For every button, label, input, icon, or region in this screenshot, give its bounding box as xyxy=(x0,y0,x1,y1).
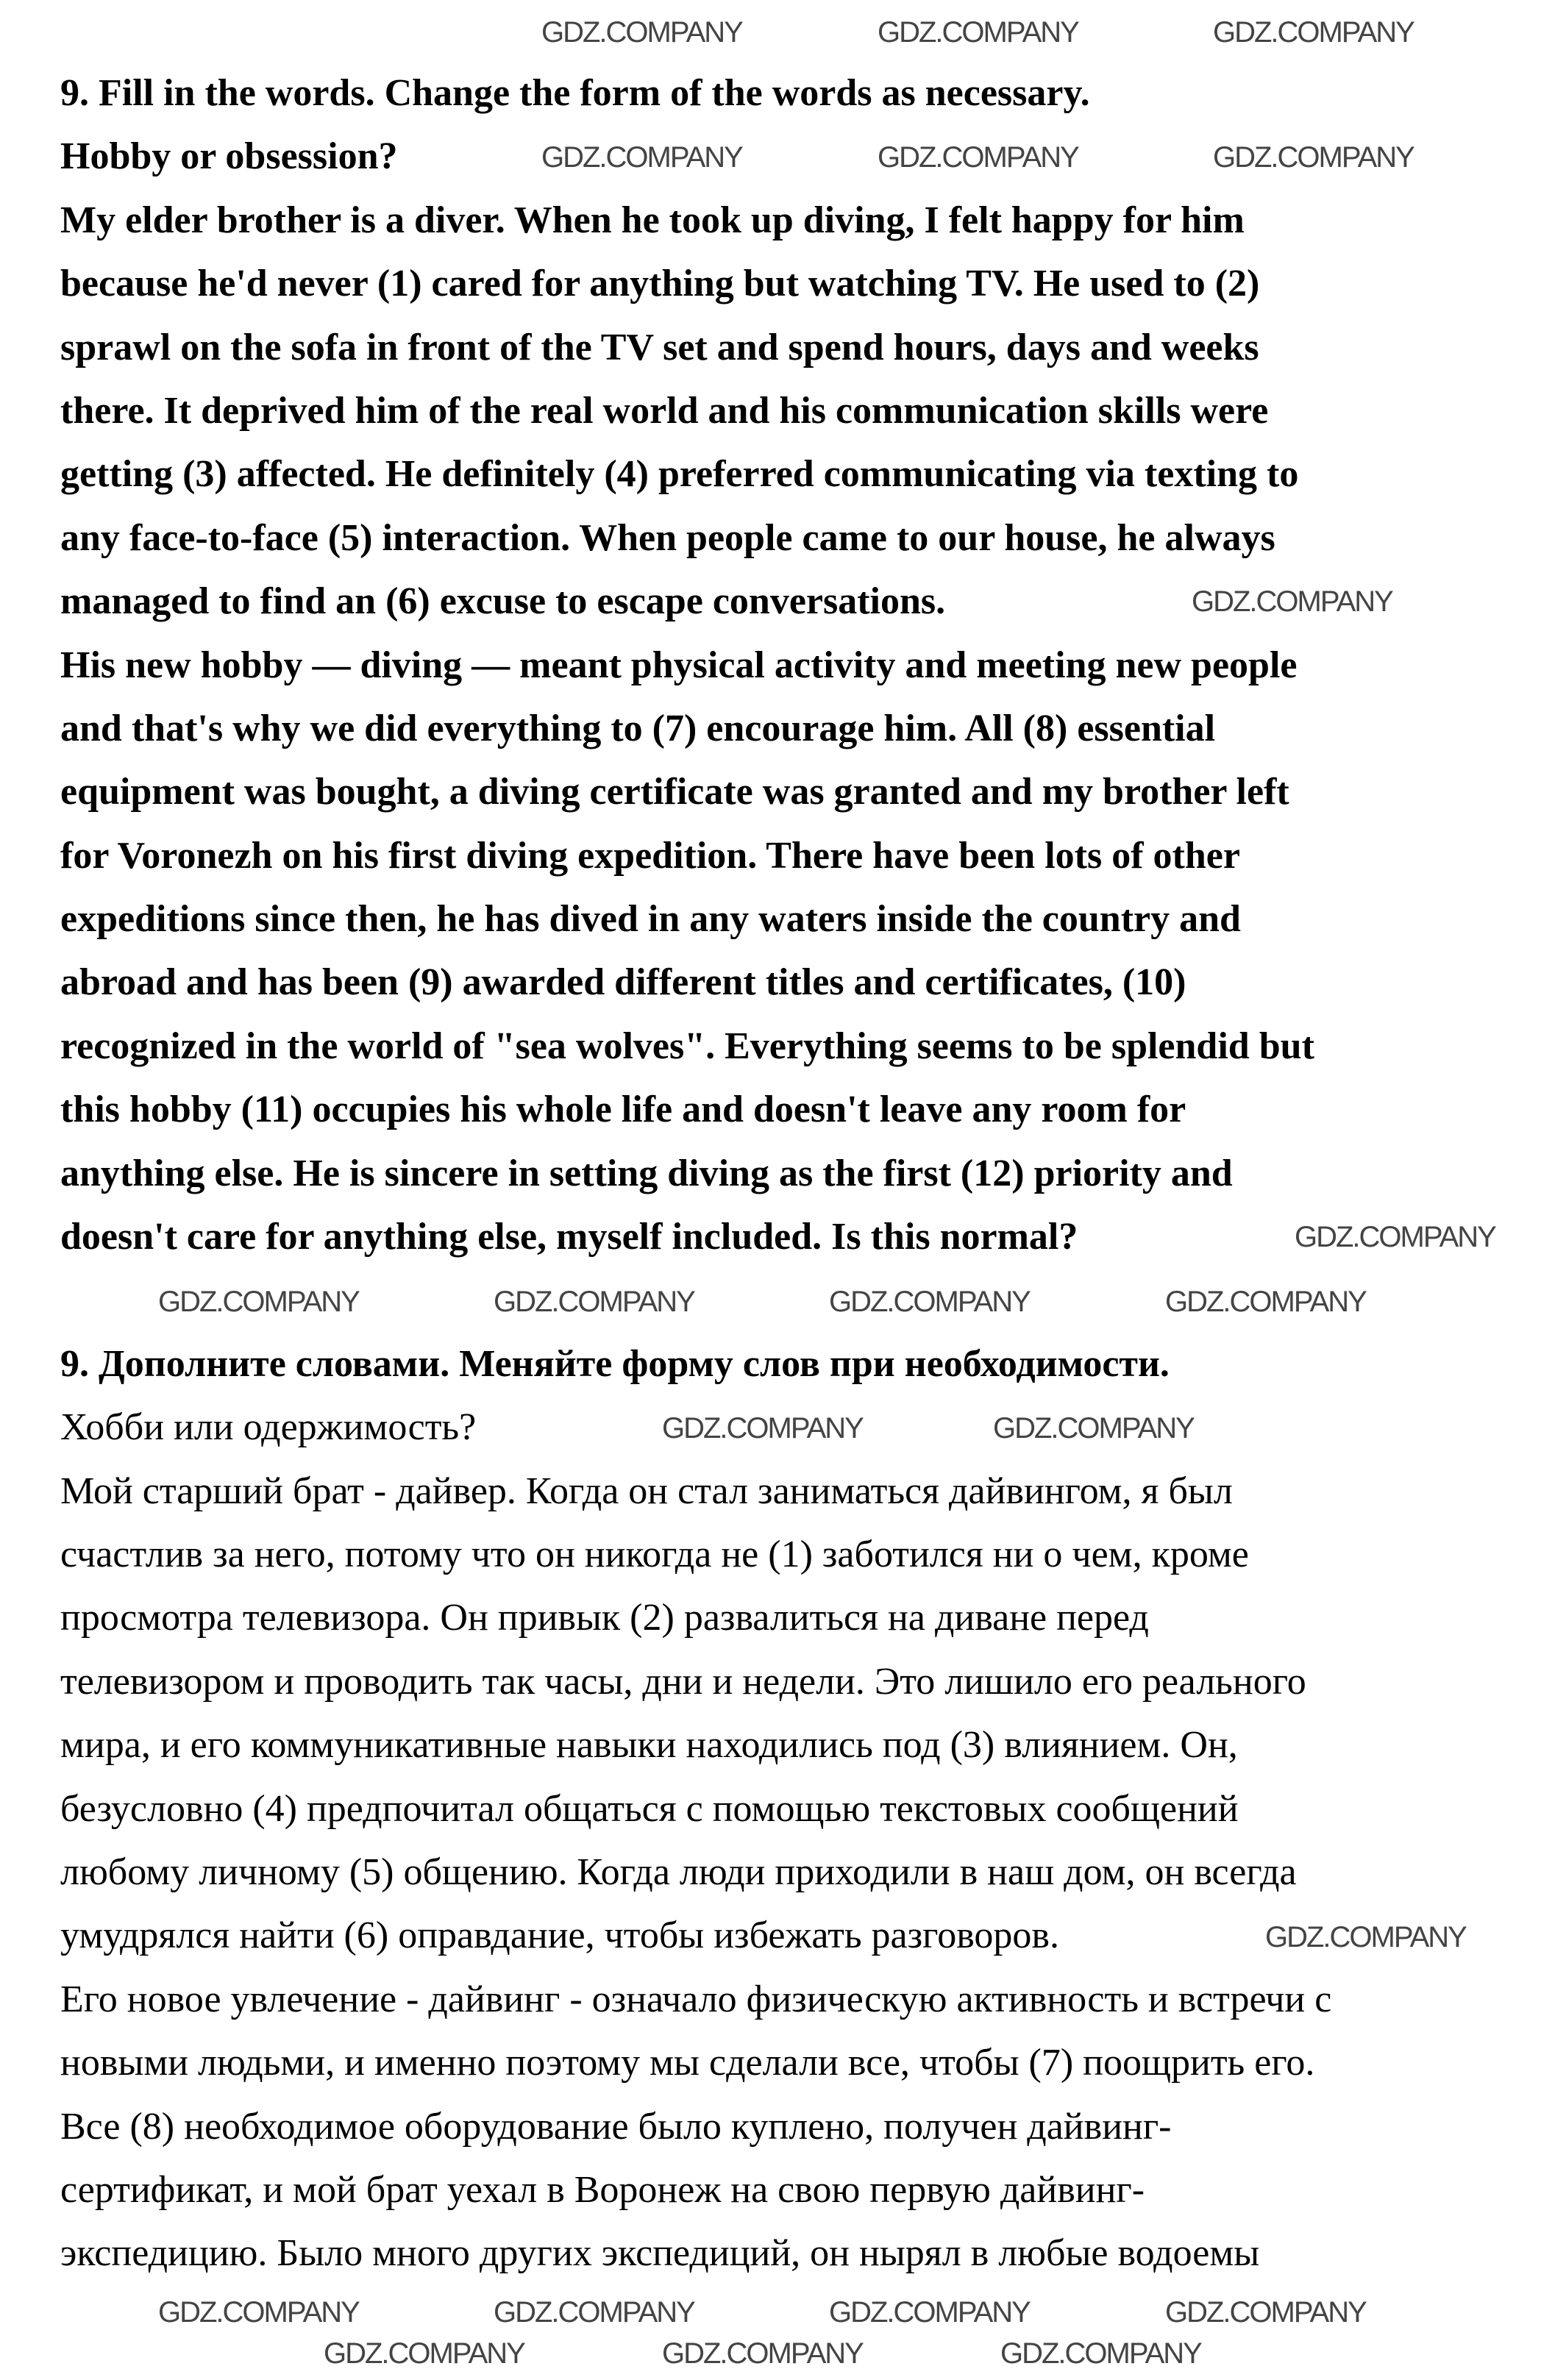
exercise-title-ru: 9. Дополните словами. Меняйте форму слов при необходимости. xyxy=(60,1342,1170,1385)
watermark: GDZ.COMPANY xyxy=(324,2337,524,2370)
watermark: GDZ.COMPANY xyxy=(494,1286,694,1318)
russian-text xyxy=(60,1396,1524,2285)
text-line: this hobby (11) occupies his whole life and doesn't leave any room for xyxy=(60,1089,1186,1131)
text-line: there. It deprived him of the real world and his communication skills were xyxy=(60,389,1269,432)
watermark: GDZ.COMPANY xyxy=(1000,2337,1201,2370)
text-line: His new hobby — diving — meant physical activity and meeting new people xyxy=(60,644,1298,686)
watermark: GDZ.COMPANY xyxy=(1295,1221,1495,1253)
watermark: GDZ.COMPANY xyxy=(1165,1286,1366,1318)
text-line: for Voronezh on his first diving expedition. There have been lots of other xyxy=(60,834,1240,877)
text-line: Хобби или одержимость? xyxy=(60,1406,477,1449)
watermark: GDZ.COMPANY xyxy=(993,1412,1194,1444)
watermark: GDZ.COMPANY xyxy=(541,16,742,49)
watermark: GDZ.COMPANY xyxy=(829,1286,1030,1318)
text-line: and that's why we did everything to (7) encourage him. All (8) essential xyxy=(60,707,1216,749)
text-line: умудрялся найти (6) оправдание, чтобы избежать разговоров. xyxy=(60,1914,1059,1957)
text-line: getting (3) affected. He definitely (4) preferred communicating via texting to xyxy=(60,453,1299,496)
watermark: GDZ.COMPANY xyxy=(829,2296,1030,2329)
watermark: GDZ.COMPANY xyxy=(662,1412,863,1444)
watermark: GDZ.COMPANY xyxy=(1165,2296,1366,2329)
text-line: экспедицию. Было много других экспедиций, он нырял в любые водоемы xyxy=(60,2232,1260,2275)
watermark: GDZ.COMPANY xyxy=(878,16,1078,49)
text-line: любому личному (5) общению. Когда люди приходили в наш дом, он всегда xyxy=(60,1850,1297,1893)
text-line: equipment was bought, a diving certificate was granted and my brother left xyxy=(60,771,1289,813)
text-line: сертификат, и мой брат уехал в Воронеж на свою первую дайвинг- xyxy=(60,2168,1145,2211)
watermark: GDZ.COMPANY xyxy=(494,2296,694,2329)
text-line: новыми людьми, и именно поэтому мы сделали все, чтобы (7) поощрить его. xyxy=(60,2042,1315,2084)
text-line: Все (8) необходимое оборудование было куплено, получен дайвинг- xyxy=(60,2105,1172,2148)
text-line: счастлив за него, потому что он никогда не (1) заботился ни о чем, кроме xyxy=(60,1533,1249,1575)
text-title-en: Hobby or obsession? xyxy=(60,135,398,178)
text-line: мира, и его коммуникативные навыки находились под (3) влиянием. Он, xyxy=(60,1724,1238,1767)
watermark: GDZ.COMPANY xyxy=(1192,585,1392,618)
exercise-title-en: 9. Fill in the words. Change the form of the words as necessary. xyxy=(60,72,1090,114)
text-line: Его новое увлечение - дайвинг - означало физическую активность и встречи с xyxy=(60,1978,1332,2020)
watermark: GDZ.COMPANY xyxy=(1265,1921,1466,1953)
text-line: sprawl on the sofa in front of the TV set and spend hours, days and weeks xyxy=(60,326,1259,368)
english-text xyxy=(60,189,1524,1269)
text-line: any face-to-face (5) interaction. When people came to our house, he always xyxy=(60,516,1275,559)
watermark: GDZ.COMPANY xyxy=(1213,16,1414,49)
text-line: recognized in the world of "sea wolves". Everything seems to be splendid but xyxy=(60,1025,1314,1067)
text-line: doesn't care for anything else, myself included. Is this normal? xyxy=(60,1216,1078,1258)
text-line: expeditions since then, he has dived in any waters inside the country and xyxy=(60,898,1241,941)
text-line: because he'd never (1) cared for anything but watching TV. He used to (2) xyxy=(60,263,1260,305)
watermark: GDZ.COMPANY xyxy=(878,141,1078,174)
text-line: abroad and has been (9) awarded different titles and certificates, (10) xyxy=(60,961,1186,1004)
text-line: anything else. He is sincere in setting diving as the first (12) priority and xyxy=(60,1152,1233,1194)
text-line: безусловно (4) предпочитал общаться с помощью текстовых сообщений xyxy=(60,1787,1239,1830)
watermark: GDZ.COMPANY xyxy=(541,141,742,174)
watermark: GDZ.COMPANY xyxy=(662,2337,863,2370)
watermark: GDZ.COMPANY xyxy=(1213,141,1414,174)
text-line: Мой старший брат - дайвер. Когда он стал заниматься дайвингом, я был xyxy=(60,1469,1233,1512)
text-line: просмотра телевизора. Он привык (2) развалиться на диване перед xyxy=(60,1597,1149,1639)
text-line: My elder brother is a diver. When he took up diving, I felt happy for him xyxy=(60,199,1245,241)
text-line: managed to find an (6) excuse to escape conversations. xyxy=(60,580,946,623)
watermark: GDZ.COMPANY xyxy=(158,1286,359,1318)
watermark: GDZ.COMPANY xyxy=(158,2296,359,2329)
text-line: телевизором и проводить так часы, дни и недели. Это лишило его реального xyxy=(60,1660,1306,1703)
